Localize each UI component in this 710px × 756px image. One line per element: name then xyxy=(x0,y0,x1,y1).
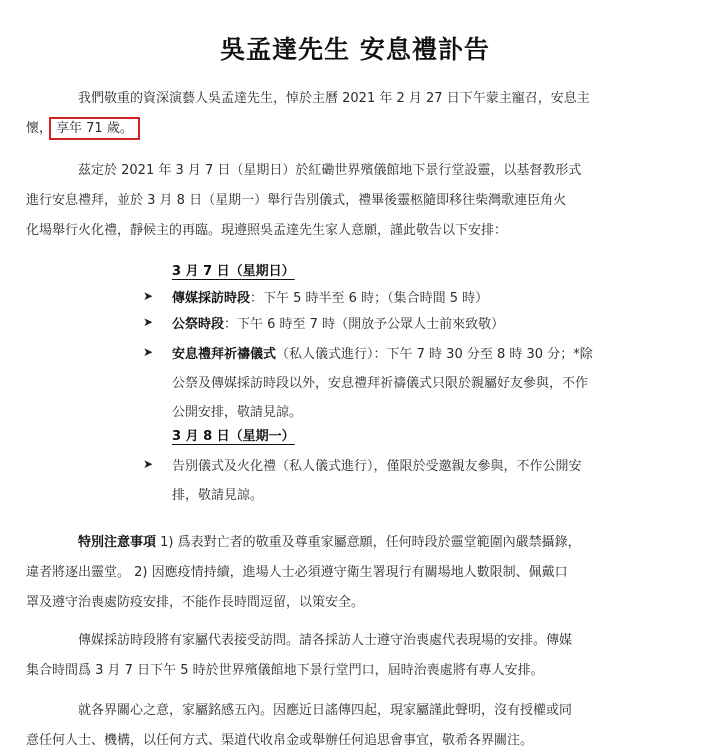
arrow-bullet-icon: ➤ xyxy=(143,345,154,359)
schedule-item-label: 安息禮拜祈禱儀式 xyxy=(172,347,277,362)
closing-line-2: 意任何人士、機構，以任何方式、渠道代收帛金或舉辦任何追思會事宜，敬希各界關注。 xyxy=(26,733,534,748)
notice-line-3: 罩及遵守治喪處防疫安排，不能作長時間逗留，以策安全。 xyxy=(26,595,365,610)
notice-line-1-text: 1) 爲表對亡者的敬重及尊重家屬意願，任何時段於靈堂範圍內嚴禁攝錄， xyxy=(156,535,581,550)
arrow-bullet-icon: ➤ xyxy=(143,315,154,329)
schedule-item-continuation: 公開安排，敬請見諒。 xyxy=(172,405,303,420)
schedule-item-text: （私人儀式進行）：下午 7 時 30 分至 8 時 30 分；*除 xyxy=(276,347,593,362)
schedule-date-heading: 3 月 8 日（星期一） xyxy=(172,429,295,444)
media-paragraph xyxy=(26,626,572,686)
notice-label: 特別注意事項 xyxy=(78,535,157,550)
special-notice-paragraph xyxy=(26,528,581,618)
arrangement-line-3: 化場舉行火化禮，靜候主的再臨。現遵照吳孟達先生家人意願，謹此敬告以下安排： xyxy=(26,223,508,238)
schedule-item xyxy=(172,287,488,306)
schedule-item-text: ：下午 6 時至 7 時（開放予公眾人士前來致敬） xyxy=(224,317,505,332)
arrow-bullet-icon: ➤ xyxy=(143,457,154,471)
age-highlight: 享年 71 歲。 xyxy=(49,117,140,140)
arrangement-line-1: 茲定於 2021 年 3 月 7 日（星期日）於紅磡世界殯儀館地下景行堂設靈，以基督教形式 xyxy=(78,163,582,178)
media-line-1: 傳媒採訪時段將有家屬代表接受訪問。請各採訪人士遵守治喪處代表現場的安排。傳媒 xyxy=(78,633,573,648)
notice-line-1 xyxy=(26,528,581,558)
schedule-item-text: ：下午 5 時半至 6 時；（集合時間 5 時） xyxy=(250,291,489,306)
schedule-item-label: 公祭時段 xyxy=(172,317,225,332)
closing-line-1: 就各界關心之意，家屬銘感五內。因應近日謠傳四起，現家屬謹此聲明，沒有授權或同 xyxy=(78,703,573,718)
schedule-date-heading: 3 月 7 日（星期日） xyxy=(172,264,295,279)
arrow-bullet-icon: ➤ xyxy=(143,289,154,303)
schedule-item-continuation: 排，敬請見諒。 xyxy=(172,488,264,503)
intro-line-1: 我們敬重的資深演藝人吳孟達先生，悼於主曆 2021 年 2 月 27 日下午蒙主寵召，安息主 xyxy=(78,91,590,106)
closing-paragraph xyxy=(26,696,572,756)
intro-paragraph xyxy=(26,84,590,144)
schedule-item-label: 傳媒採訪時段 xyxy=(172,291,251,306)
intro-line-2 xyxy=(26,114,590,144)
arrangement-paragraph xyxy=(26,156,581,246)
schedule-item xyxy=(172,343,593,362)
schedule-item: 告別儀式及火化禮（私人儀式進行），僅限於受邀親友參與，不作公開安 xyxy=(172,459,582,474)
media-line-2: 集合時間爲 3 月 7 日下午 5 時於世界殯儀館地下景行堂門口，屆時治喪處將有專人安排。 xyxy=(26,663,544,678)
intro-line-2-text: 懷， xyxy=(26,121,53,136)
schedule-item-continuation: 公祭及傳媒採訪時段以外，安息禮拜祈禱儀式只限於親屬好友參與，不作 xyxy=(172,376,589,391)
schedule-item xyxy=(172,313,504,332)
notice-line-2: 違者將逐出靈堂。 2) 因應疫情持續，進場人士必須遵守衛生署現行有關場地人數限制、佩戴口 xyxy=(26,565,568,580)
arrangement-line-2: 進行安息禮拜，並於 3 月 8 日（星期一）舉行告別儀式，禮畢後靈柩隨即移往柴灣歌連臣角火 xyxy=(26,193,567,208)
document-title: 吳孟達先生 安息禮訃告 xyxy=(220,35,490,64)
